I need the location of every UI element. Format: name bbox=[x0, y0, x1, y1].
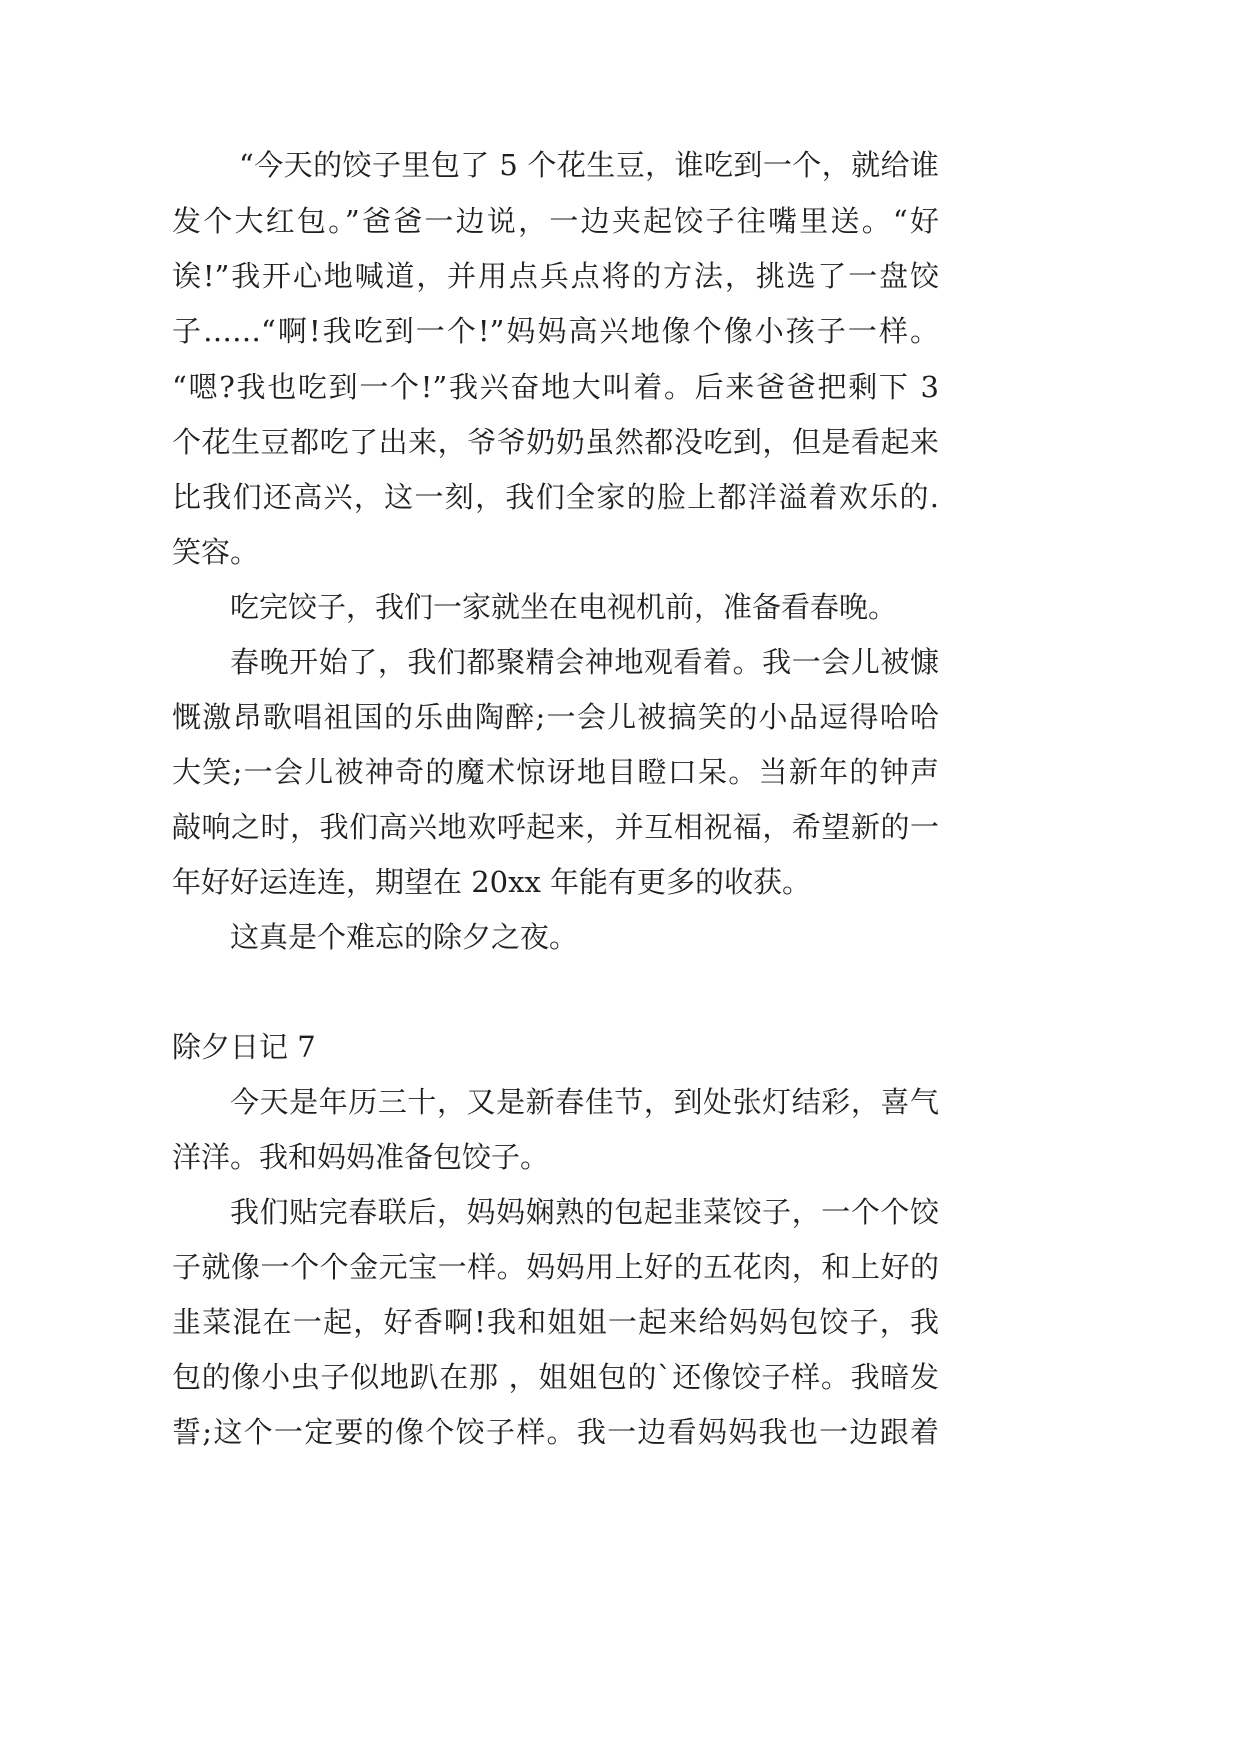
paragraph-3-line-4: 敲响之时，我们高兴地欢呼起来，并互相祝福，希望新的一 bbox=[172, 810, 939, 844]
paragraph-6-line-1: 我们贴完春联后，妈妈娴熟的包起韭菜饺子，一个个饺 bbox=[230, 1195, 939, 1229]
paragraph-3-line-2: 慨激昂歌唱祖国的乐曲陶醉;一会儿被搞笑的小品逗得哈哈 bbox=[172, 700, 939, 734]
paragraph-6-line-2: 子就像一个个金元宝一样。妈妈用上好的五花肉，和上好的 bbox=[172, 1250, 939, 1284]
paragraph-1-line-4: 子……“啊!我吃到一个!”妈妈高兴地像个像小孩子一样。 bbox=[172, 314, 939, 348]
paragraph-3-line-3: 大笑;一会儿被神奇的魔术惊讶地目瞪口呆。当新年的钟声 bbox=[172, 755, 939, 789]
paragraph-1-line-7: 比我们还高兴，这一刻，我们全家的脸上都洋溢着欢乐的. bbox=[172, 480, 939, 514]
paragraph-1-line-1: “今天的饺子里包了 5 个花生豆，谁吃到一个，就给谁 bbox=[239, 148, 939, 182]
paragraph-1-line-6: 个花生豆都吃了出来，爷爷奶奶虽然都没吃到，但是看起来 bbox=[172, 425, 939, 459]
paragraph-2-line-1: 吃完饺子，我们一家就坐在电视机前，准备看春晚。 bbox=[230, 590, 898, 624]
paragraph-4-line-1: 这真是个难忘的除夕之夜。 bbox=[230, 920, 579, 954]
paragraph-6-line-5: 誓;这个一定要的像个饺子样。我一边看妈妈我也一边跟着 bbox=[172, 1415, 939, 1449]
paragraph-3-line-1: 春晚开始了，我们都聚精会神地观看着。我一会儿被慷 bbox=[230, 645, 939, 679]
paragraph-6-line-4: 包的像小虫子似地趴在那 ，姐姐包的`还像饺子样。我暗发 bbox=[172, 1360, 939, 1394]
paragraph-3-line-5: 年好好运连连，期望在 20xx 年能有更多的收获。 bbox=[172, 865, 812, 899]
paragraph-1-line-3: 诶!”我开心地喊道，并用点兵点将的方法，挑选了一盘饺 bbox=[172, 259, 939, 293]
paragraph-1-line-5: “嗯?我也吃到一个!”我兴奋地大叫着。后来爸爸把剩下 3 bbox=[172, 370, 939, 404]
paragraph-5-line-1: 今天是年历三十，又是新春佳节，到处张灯结彩，喜气 bbox=[230, 1085, 939, 1119]
paragraph-1-line-8: 笑容。 bbox=[172, 535, 260, 569]
paragraph-1-line-2: 发个大红包。”爸爸一边说，一边夹起饺子往嘴里送。“好 bbox=[172, 204, 939, 238]
paragraph-5-line-2: 洋洋。我和妈妈准备包饺子。 bbox=[172, 1140, 550, 1174]
paragraph-6-line-3: 韭菜混在一起，好香啊!我和姐姐一起来给妈妈包饺子，我 bbox=[172, 1305, 939, 1339]
section-title: 除夕日记 7 bbox=[172, 1030, 316, 1064]
